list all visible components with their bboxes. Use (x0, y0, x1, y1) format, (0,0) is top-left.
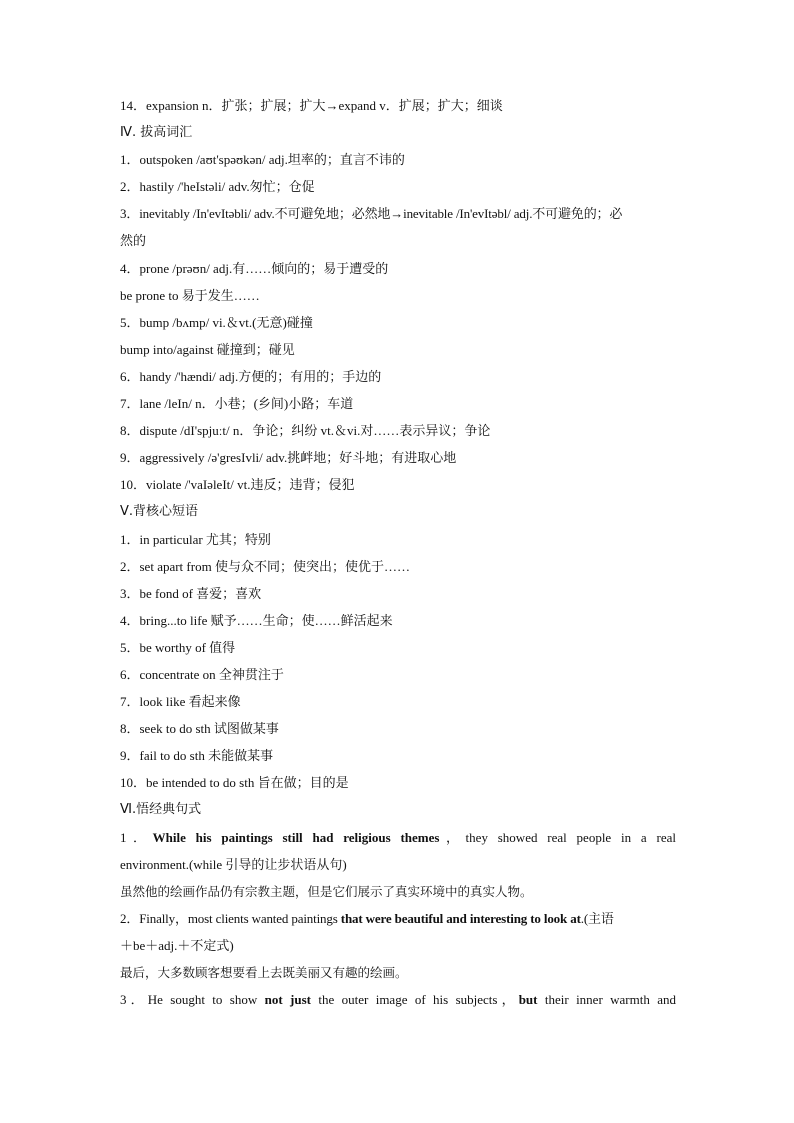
vocab-line-9: 9．aggressively /ə'gresIvli/ adv.挑衅地；好斗地；有进取心地 (120, 450, 457, 466)
phrase-line-8: 8．seek to do sth 试图做某事 (120, 721, 279, 737)
document-page (120, 92, 676, 1013)
section-heading-6: Ⅵ.悟经典句式 (120, 802, 202, 818)
vocab-line-3-cont: 然的 (120, 233, 147, 249)
vocab-line-4: 4．prone /prəʊn/ adj.有……倾向的；易于遭受的 (120, 260, 389, 276)
sentence-2-highlight: that were beautiful and interesting to look at (340, 910, 581, 926)
sentence-1-highlight: While his paintings still had religious themes (152, 829, 440, 845)
vocab-line-2: 2．hastily /'heIstəli/ adv.匆忙；仓促 (120, 179, 315, 195)
vocab-line-5: 5．bump /bʌmp/ vi.＆vt.(无意)碰撞 (120, 314, 313, 330)
vocab-line-6: 6．handy /'hændi/ adj.方便的；有用的；手边的 (120, 368, 382, 384)
phrase-line-2: 2．set apart from 使与众不同；使突出；使优于…… (120, 558, 410, 574)
vocab-line-3: 3．inevitably /In'evItəbli/ adv.不可避免地；必然地→inevitable /In'evItəbl/ adj.不可避免的；必 (120, 206, 623, 222)
sentence-3-prefix: 3．He sought to show (120, 992, 265, 1008)
sentence-1-number: 1． (120, 829, 153, 845)
phrase-line-10: 10．be intended to do sth 旨在做；目的是 (120, 775, 349, 791)
sentence-2-prefix: 2．Finally，most clients wanted paintings (120, 910, 341, 926)
sentence-3-suffix: their inner warmth and (537, 992, 676, 1008)
sentence-3-line-1 (120, 986, 676, 1013)
vocab-line-14: 14．expansion n．扩张；扩展；扩大→expand v．扩展；扩大；细谈 (120, 98, 503, 113)
phrase-line-4: 4．bring...to life 赋予……生命；使……鲜活起来 (120, 612, 393, 628)
vocab-line-10: 10．violate /'vaIəleIt/ vt.违反；违背；侵犯 (120, 477, 355, 493)
sentence-2-suffix: .(主语 (580, 910, 614, 926)
phrase-prone-to: be prone to 易于发生…… (120, 287, 260, 303)
phrase-bump-into: bump into/against 碰撞到；碰见 (120, 341, 295, 357)
sentence-2-translation: 最后，大多数顾客想要看上去既美丽又有趣的绘画。 (120, 965, 408, 980)
section-heading-5: Ⅴ.背核心短语 (120, 504, 199, 520)
sentence-2-line-1 (120, 905, 676, 932)
vocab-line-1: 1．outspoken /aʊt'spəʊkən/ adj.坦率的；直言不讳的 (120, 152, 405, 168)
section-heading-4: Ⅳ. 拔高词汇 (120, 125, 193, 141)
sentence-3-highlight-1: not just (264, 992, 311, 1008)
sentence-1-translation: 虽然他的绘画作品仍有宗教主题，但是它们展示了真实环境中的真实人物。 (120, 883, 533, 899)
sentence-3-middle: the outer image of his subjects， (311, 992, 519, 1008)
sentence-2-line-2: ＋be＋adj.＋不定式) (120, 937, 234, 953)
vocab-line-8: 8．dispute /dI'spjuːt/ n．争论；纠纷 vt.＆vi.对……表示异议；争论 (120, 423, 491, 439)
sentence-1-line-1 (120, 824, 676, 851)
phrase-line-3: 3．be fond of 喜爱；喜欢 (120, 585, 262, 601)
sentence-1-rest: ，they showed real people in a real (439, 829, 676, 845)
phrase-line-1: 1．in particular 尤其；特别 (120, 531, 271, 547)
sentence-3-highlight-2: but (518, 992, 538, 1008)
phrase-line-9: 9．fail to do sth 未能做某事 (120, 748, 274, 764)
phrase-line-5: 5．be worthy of 值得 (120, 639, 236, 655)
vocab-line-7: 7．lane /leIn/ n．小巷；(乡间)小路；车道 (120, 396, 354, 412)
sentence-1-line-2: environment.(while 引导的让步状语从句) (120, 856, 347, 872)
phrase-line-7: 7．look like 看起来像 (120, 694, 241, 710)
phrase-line-6: 6．concentrate on 全神贯注于 (120, 666, 284, 682)
